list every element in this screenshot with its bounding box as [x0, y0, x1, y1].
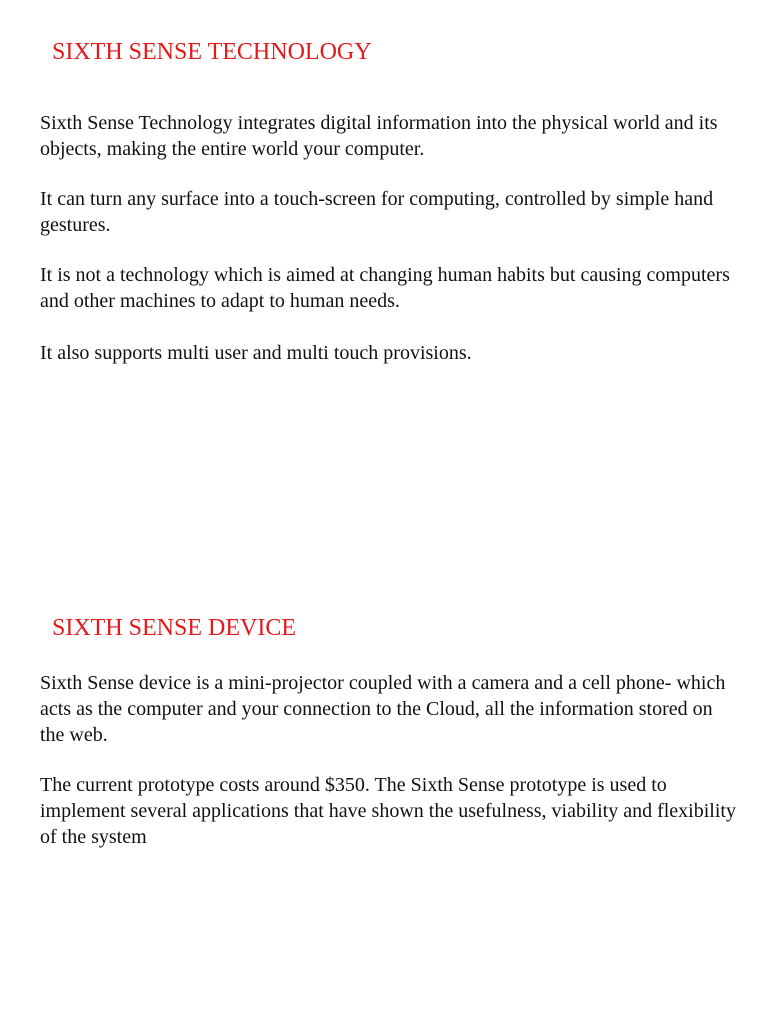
paragraph-technology-intro: Sixth Sense Technology integrates digital information into the physical world and its objects, making the entire world your computer. — [40, 112, 718, 160]
paragraph-multi-touch: It also supports multi user and multi touch provisions. — [40, 342, 472, 364]
paragraph-device-description: Sixth Sense device is a mini-projector coupled with a camera and a cell phone- which acts as the computer and your connection to the Cloud, all the information stored on the web. — [40, 672, 726, 746]
paragraph-touch-screen: It can turn any surface into a touch-screen for computing, controlled by simple hand gestures. — [40, 188, 714, 236]
paragraph-human-needs: It is not a technology which is aimed at changing human habits but causing computers and other machines to adapt to human needs. — [40, 264, 730, 312]
section-heading-technology: SIXTH SENSE TECHNOLOGY — [52, 39, 372, 65]
paragraph-prototype-cost: The current prototype costs around $350. The Sixth Sense prototype is used to implement several applications that have shown the usefulness, viability and flexibility of the system — [40, 774, 736, 848]
section-heading-device: SIXTH SENSE DEVICE — [52, 615, 296, 641]
